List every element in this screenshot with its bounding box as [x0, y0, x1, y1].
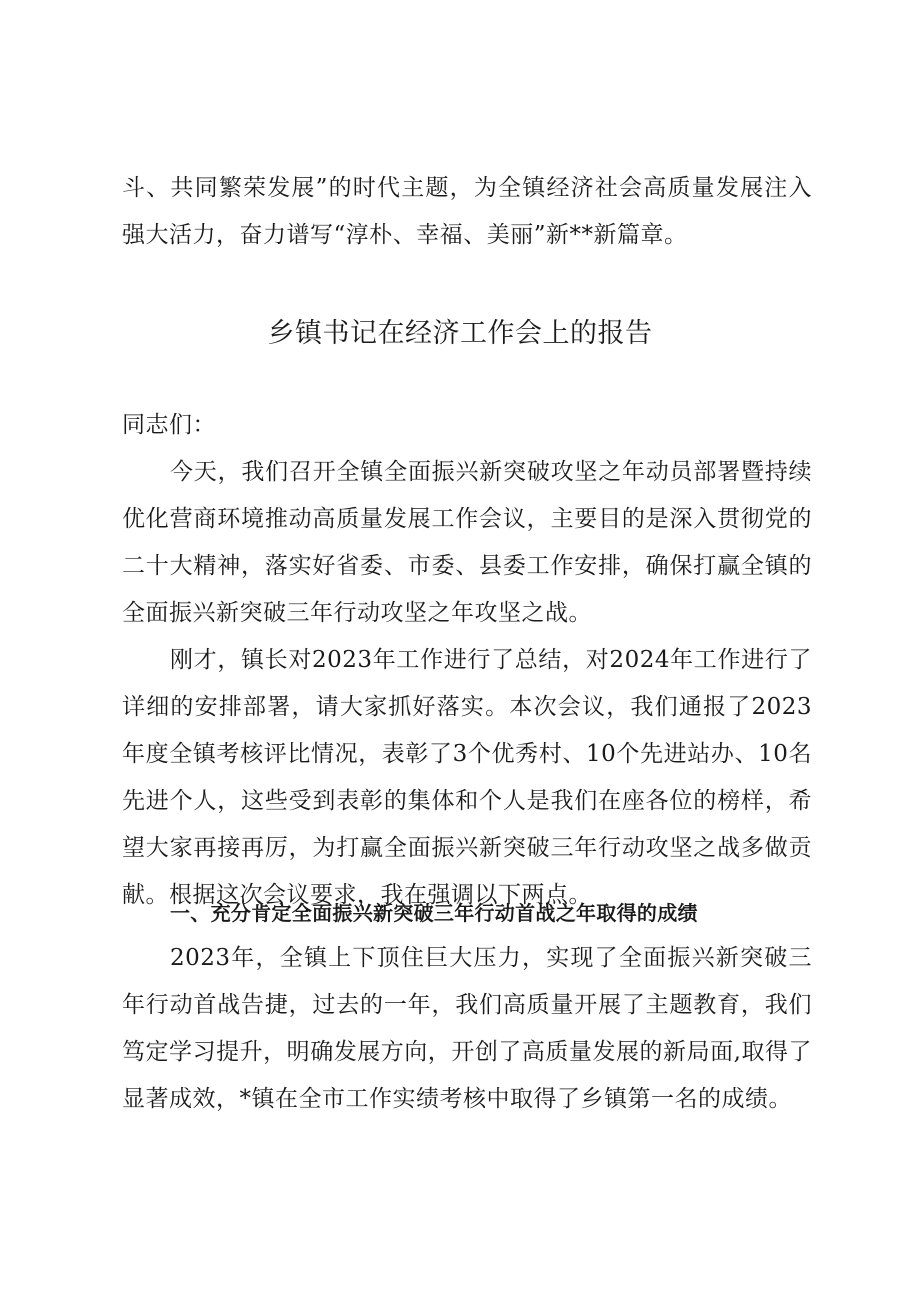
section-heading-1: 一、充分肯定全面振兴新突破三年行动首战之年取得的成绩	[170, 901, 698, 925]
paragraph-achievements: 2023年，全镇上下顶住巨大压力，实现了全面振兴新突破三年行动首战告捷，过去的一年，我们高质量开展了主题教育，我们笃定学习提升，明确发展方向，开创了高质量发展的新局面,取得了显著成效，*镇在全市工作实绩考核中取得了乡镇第一名的成绩。	[122, 945, 812, 1112]
salutation: 同志们：	[122, 412, 216, 438]
continuation-paragraph: 斗、共同繁荣发展”的时代主题，为全镇经济社会高质量发展注入强大活力，奋力谱写“淳朴、幸福、美丽”新**新篇章。	[122, 175, 812, 248]
paragraph-intro: 今天，我们召开全镇全面振兴新突破攻坚之年动员部署暨持续优化营商环境推动高质量发展工作会议，主要目的是深入贯彻党的二十大精神，落实好省委、市委、县委工作安排，确保打赢全镇的全面振兴新突破三年行动攻坚之年攻坚之战。	[122, 459, 812, 626]
document-title: 乡镇书记在经济工作会上的报告	[267, 318, 653, 349]
paragraph-summary: 刚才，镇长对2023年工作进行了总结，对2024年工作进行了详细的安排部署，请大家抓好落实。本次会议，我们通报了2023年度全镇考核评比情况，表彰了3个优秀村、10个先进站办、10名先进个人，这些受到表彰的集体和个人是我们在座各位的榜样，希望大家再接再厉，为打赢全面振兴新突破三年行动攻坚之战多做贡献。根据这次会议要求，我在强调以下两点。	[122, 647, 812, 908]
